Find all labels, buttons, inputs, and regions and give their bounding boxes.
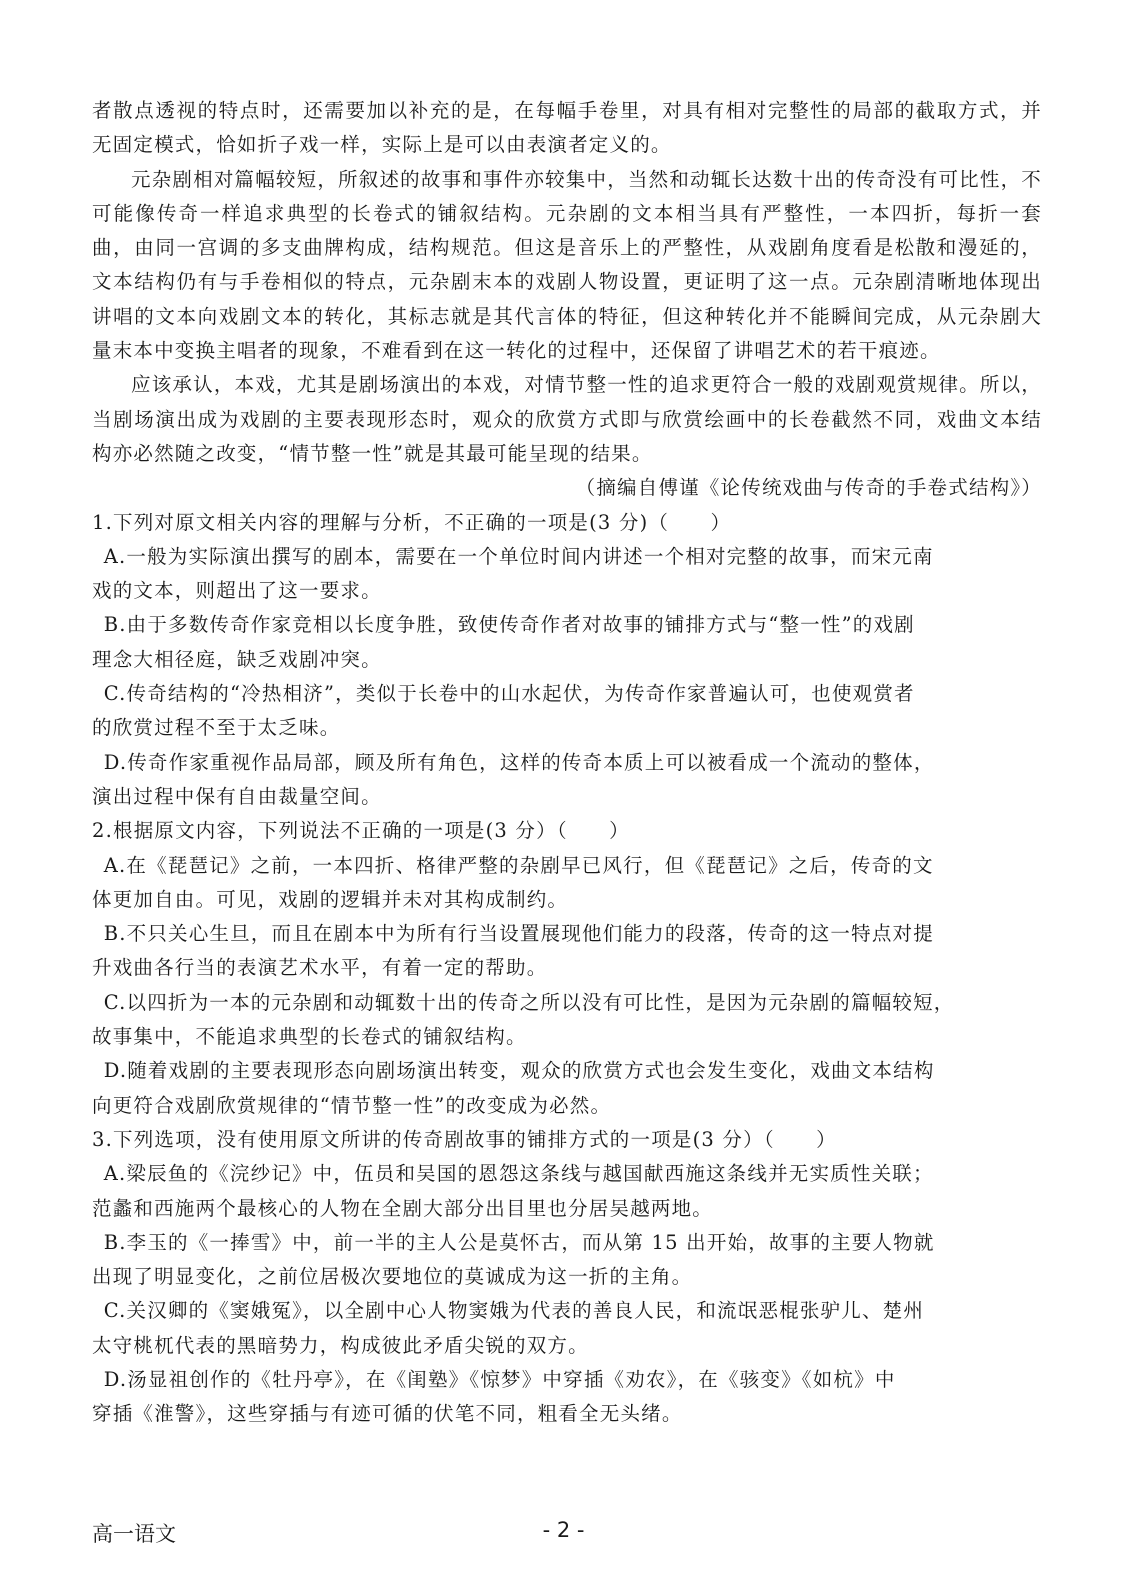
passage-paragraph: 元杂剧相对篇幅较短，所叙述的故事和事件亦较集中，当然和动辄长达数十出的传奇没有可比性，不可能像传奇一样追求典型的长卷式的铺叙结构。元杂剧的文本相当具有严整性，一本四折，每折一套曲，由同一宫调的多支曲牌构成，结构规范。但这是音乐上的严整性，从戏剧角度看是松散和漫延的，文本结构仍有与手卷相似的特点，元杂剧末本的戏剧人物设置，更证明了这一点。元杂剧清晰地体现出讲唱的文本向戏剧文本的转化，其标志就是其代言体的特征，但这种转化并不能瞬间完成，从元杂剧大量末本中变换主唱者的现象，不难看到在这一转化的过程中，还保留了讲唱艺术的若干痕迹。 — [92, 167, 1042, 363]
option-a-continued: 戏的文本，则超出了这一要求。 — [92, 579, 382, 603]
question-stem: 2.根据原文内容，下列说法不正确的一项是(3 分）（ ） — [92, 819, 630, 843]
option-b: B.由于多数传奇作家竞相以长度争胜，致使传奇作者对故事的铺排方式与“整一性”的戏剧 — [103, 613, 915, 637]
option-a: A.一般为实际演出撰写的剧本，需要在一个单位时间内讲述一个相对完整的故事，而宋元南 — [103, 544, 934, 568]
question-3 — [92, 1123, 1042, 1432]
option-b: B.李玉的《一捧雪》中，前一半的主人公是莫怀古，而从第 15 出开始，故事的主要人物就 — [103, 1230, 935, 1254]
page-footer — [0, 1518, 1127, 1558]
option-b-continued: 升戏曲各行当的表演艺术水平，有着一定的帮助。 — [92, 956, 548, 980]
option-d: D.汤显祖创作的《牡丹亭》，在《闺塾》《惊梦》中穿插《劝农》，在《骇变》《如杭》中 — [103, 1367, 896, 1391]
option-a: A.梁辰鱼的《浣纱记》中，伍员和吴国的恩怨这条线与越国献西施这条线并无实质性关联； — [103, 1162, 934, 1186]
option-a-continued: 范蠡和西施两个最核心的人物在全剧大部分出目里也分居吴越两地。 — [92, 1196, 714, 1220]
option-c: C.关汉卿的《窦娥冤》，以全剧中心人物窦娥为代表的善良人民，和流氓恶棍张驴儿、楚州 — [103, 1299, 925, 1323]
option-d-continued: 穿插《淮警》，这些穿插与有迹可循的伏笔不同，粗看全无头绪。 — [92, 1402, 683, 1426]
option-d-continued: 演出过程中保有自由裁量空间。 — [92, 784, 382, 808]
question-1 — [92, 506, 1042, 815]
option-c-continued: 故事集中，不能追求典型的长卷式的铺叙结构。 — [92, 1025, 527, 1049]
question-stem: 1.下列对原文相关内容的理解与分析，不正确的一项是(3 分)（ ） — [92, 510, 732, 534]
footer-subject: 高一语文 — [92, 1522, 176, 1546]
option-c: C.以四折为一本的元杂剧和动辄数十出的传奇之所以没有可比性，是因为元杂剧的篇幅较短， — [103, 990, 955, 1014]
option-b-continued: 出现了明显变化，之前位居极次要地位的莫诚成为这一折的主角。 — [92, 1265, 693, 1289]
page-number: - 2 - — [542, 1518, 585, 1542]
question-2 — [92, 814, 1042, 1123]
passage-paragraph: 者散点透视的特点时，还需要加以补充的是，在每幅手卷里，对具有相对完整性的局部的截取方式，并无固定模式，恰如折子戏一样，实际上是可以由表演者定义的。 — [92, 99, 1042, 157]
option-d-continued: 向更符合戏剧欣赏规律的“情节整一性”的改变成为必然。 — [92, 1093, 612, 1117]
question-stem: 3.下列选项，没有使用原文所讲的传奇剧故事的铺排方式的一项是(3 分）（ ） — [92, 1127, 837, 1151]
option-b: B.不只关心生旦，而且在剧本中为所有行当设置展现他们能力的段落，传奇的这一特点对提 — [103, 922, 934, 946]
passage-paragraph: 应该承认，本戏，尤其是剧场演出的本戏，对情节整一性的追求更符合一般的戏剧观赏规律。所以，当剧场演出成为戏剧的主要表现形态时，观众的欣赏方式即与欣赏绘画中的长卷截然不同，戏曲文本结构亦必然随之改变，“情节整一性”就是其最可能呈现的结果。 — [92, 373, 1042, 465]
option-d: D.随着戏剧的主要表现形态向剧场演出转变，观众的欣赏方式也会发生变化，戏曲文本结构 — [103, 1059, 935, 1083]
option-c: C.传奇结构的“冷热相济”，类似于长卷中的山水起伏，为传奇作家普遍认可，也使观赏者 — [103, 682, 915, 706]
option-d: D.传奇作家重视作品局部，顾及所有角色，这样的传奇本质上可以被看成一个流动的整体， — [103, 750, 935, 774]
option-c-continued: 太守桃杌代表的黑暗势力，构成彼此矛盾尖锐的双方。 — [92, 1333, 589, 1357]
option-a: A.在《琵琶记》之前，一本四折、格律严整的杂剧早已风行，但《琵琶记》之后，传奇的文 — [103, 853, 934, 877]
option-b-continued: 理念大相径庭，缺乏戏剧冲突。 — [92, 647, 382, 671]
option-a-continued: 体更加自由。可见，戏剧的逻辑并未对其构成制约。 — [92, 887, 569, 911]
passage-source: （摘编自傅谨《论传统戏曲与传奇的手卷式结构》） — [575, 476, 1042, 500]
option-c-continued: 的欣赏过程不至于太乏味。 — [92, 716, 341, 740]
exam-content — [92, 94, 1042, 1432]
